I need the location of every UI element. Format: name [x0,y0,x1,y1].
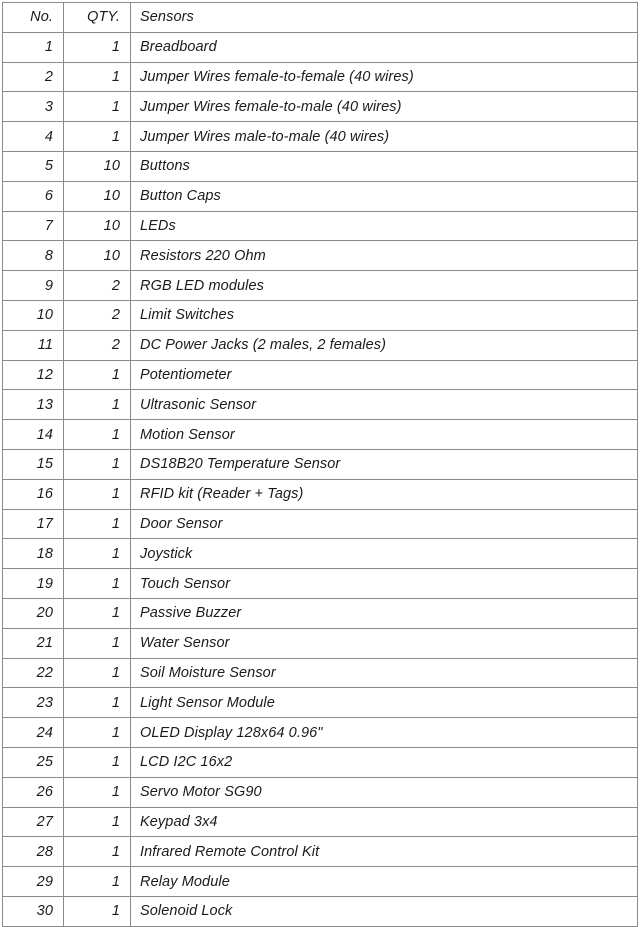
cell-qty: 1 [64,718,131,748]
table-row [3,539,638,569]
cell-no: 2 [3,62,64,92]
table-row [3,62,638,92]
cell-sensor-name: Door Sensor [131,509,638,539]
cell-qty: 10 [64,211,131,241]
cell-no: 27 [3,807,64,837]
cell-qty: 1 [64,747,131,777]
cell-qty: 1 [64,658,131,688]
cell-no: 11 [3,330,64,360]
cell-sensor-name: Water Sensor [131,628,638,658]
cell-no: 9 [3,271,64,301]
cell-sensor-name: Limit Switches [131,300,638,330]
cell-no: 30 [3,896,64,926]
table-body [3,32,638,926]
table-row [3,628,638,658]
table-row [3,122,638,152]
table-row [3,32,638,62]
cell-no: 1 [3,32,64,62]
cell-no: 13 [3,390,64,420]
cell-qty: 1 [64,122,131,152]
cell-sensor-name: DS18B20 Temperature Sensor [131,449,638,479]
cell-no: 26 [3,777,64,807]
cell-no: 8 [3,241,64,271]
table-row [3,330,638,360]
cell-sensor-name: Soil Moisture Sensor [131,658,638,688]
cell-sensor-name: Jumper Wires female-to-male (40 wires) [131,92,638,122]
cell-qty: 1 [64,420,131,450]
column-header-sensors: Sensors [131,3,638,33]
table-row [3,151,638,181]
table-row [3,449,638,479]
cell-sensor-name: DC Power Jacks (2 males, 2 females) [131,330,638,360]
cell-sensor-name: Jumper Wires male-to-male (40 wires) [131,122,638,152]
cell-sensor-name: Touch Sensor [131,569,638,599]
cell-qty: 1 [64,569,131,599]
cell-qty: 1 [64,509,131,539]
cell-qty: 1 [64,92,131,122]
cell-qty: 1 [64,628,131,658]
table-row [3,92,638,122]
cell-no: 6 [3,181,64,211]
cell-no: 24 [3,718,64,748]
cell-qty: 1 [64,896,131,926]
cell-no: 5 [3,151,64,181]
cell-sensor-name: OLED Display 128x64 0.96" [131,718,638,748]
cell-sensor-name: Resistors 220 Ohm [131,241,638,271]
table-row [3,598,638,628]
cell-sensor-name: RFID kit (Reader + Tags) [131,479,638,509]
cell-sensor-name: Light Sensor Module [131,688,638,718]
cell-qty: 1 [64,777,131,807]
cell-qty: 1 [64,867,131,897]
cell-sensor-name: Joystick [131,539,638,569]
table-row [3,360,638,390]
cell-qty: 1 [64,32,131,62]
cell-qty: 10 [64,241,131,271]
cell-sensor-name: Infrared Remote Control Kit [131,837,638,867]
table-header [3,3,638,33]
cell-qty: 1 [64,62,131,92]
cell-no: 18 [3,539,64,569]
table-row [3,509,638,539]
sensor-inventory-table [2,2,638,927]
column-header-no: No. [3,3,64,33]
cell-no: 4 [3,122,64,152]
cell-sensor-name: Passive Buzzer [131,598,638,628]
cell-sensor-name: Buttons [131,151,638,181]
cell-sensor-name: Solenoid Lock [131,896,638,926]
cell-qty: 2 [64,330,131,360]
cell-sensor-name: Keypad 3x4 [131,807,638,837]
cell-sensor-name: Jumper Wires female-to-female (40 wires) [131,62,638,92]
cell-sensor-name: Breadboard [131,32,638,62]
table-row [3,211,638,241]
table-row [3,479,638,509]
cell-qty: 1 [64,479,131,509]
cell-no: 15 [3,449,64,479]
cell-no: 16 [3,479,64,509]
cell-no: 3 [3,92,64,122]
table-row [3,807,638,837]
cell-qty: 1 [64,360,131,390]
cell-no: 17 [3,509,64,539]
cell-no: 25 [3,747,64,777]
cell-sensor-name: Button Caps [131,181,638,211]
cell-no: 19 [3,569,64,599]
cell-sensor-name: Potentiometer [131,360,638,390]
table-row [3,747,638,777]
cell-qty: 1 [64,598,131,628]
table-row [3,300,638,330]
cell-no: 29 [3,867,64,897]
table-row [3,867,638,897]
table-row [3,658,638,688]
cell-no: 23 [3,688,64,718]
cell-no: 21 [3,628,64,658]
table-row [3,569,638,599]
cell-sensor-name: Relay Module [131,867,638,897]
cell-no: 20 [3,598,64,628]
cell-sensor-name: Servo Motor SG90 [131,777,638,807]
cell-sensor-name: RGB LED modules [131,271,638,301]
cell-qty: 1 [64,539,131,569]
cell-qty: 1 [64,688,131,718]
cell-qty: 10 [64,181,131,211]
cell-no: 22 [3,658,64,688]
cell-sensor-name: LCD I2C 16x2 [131,747,638,777]
table-row [3,241,638,271]
cell-sensor-name: Ultrasonic Sensor [131,390,638,420]
table-row [3,390,638,420]
cell-no: 28 [3,837,64,867]
cell-no: 10 [3,300,64,330]
cell-qty: 10 [64,151,131,181]
table-row [3,837,638,867]
cell-qty: 2 [64,271,131,301]
table-row [3,688,638,718]
table-row [3,777,638,807]
cell-no: 14 [3,420,64,450]
column-header-qty: QTY. [64,3,131,33]
cell-sensor-name: LEDs [131,211,638,241]
cell-no: 12 [3,360,64,390]
cell-qty: 1 [64,449,131,479]
table-row [3,181,638,211]
table-row [3,718,638,748]
table-header-row [3,3,638,33]
cell-no: 7 [3,211,64,241]
table-row [3,896,638,926]
sensor-table-container [2,2,637,920]
table-row [3,271,638,301]
cell-qty: 1 [64,837,131,867]
cell-sensor-name: Motion Sensor [131,420,638,450]
table-row [3,420,638,450]
cell-qty: 1 [64,807,131,837]
cell-qty: 2 [64,300,131,330]
cell-qty: 1 [64,390,131,420]
